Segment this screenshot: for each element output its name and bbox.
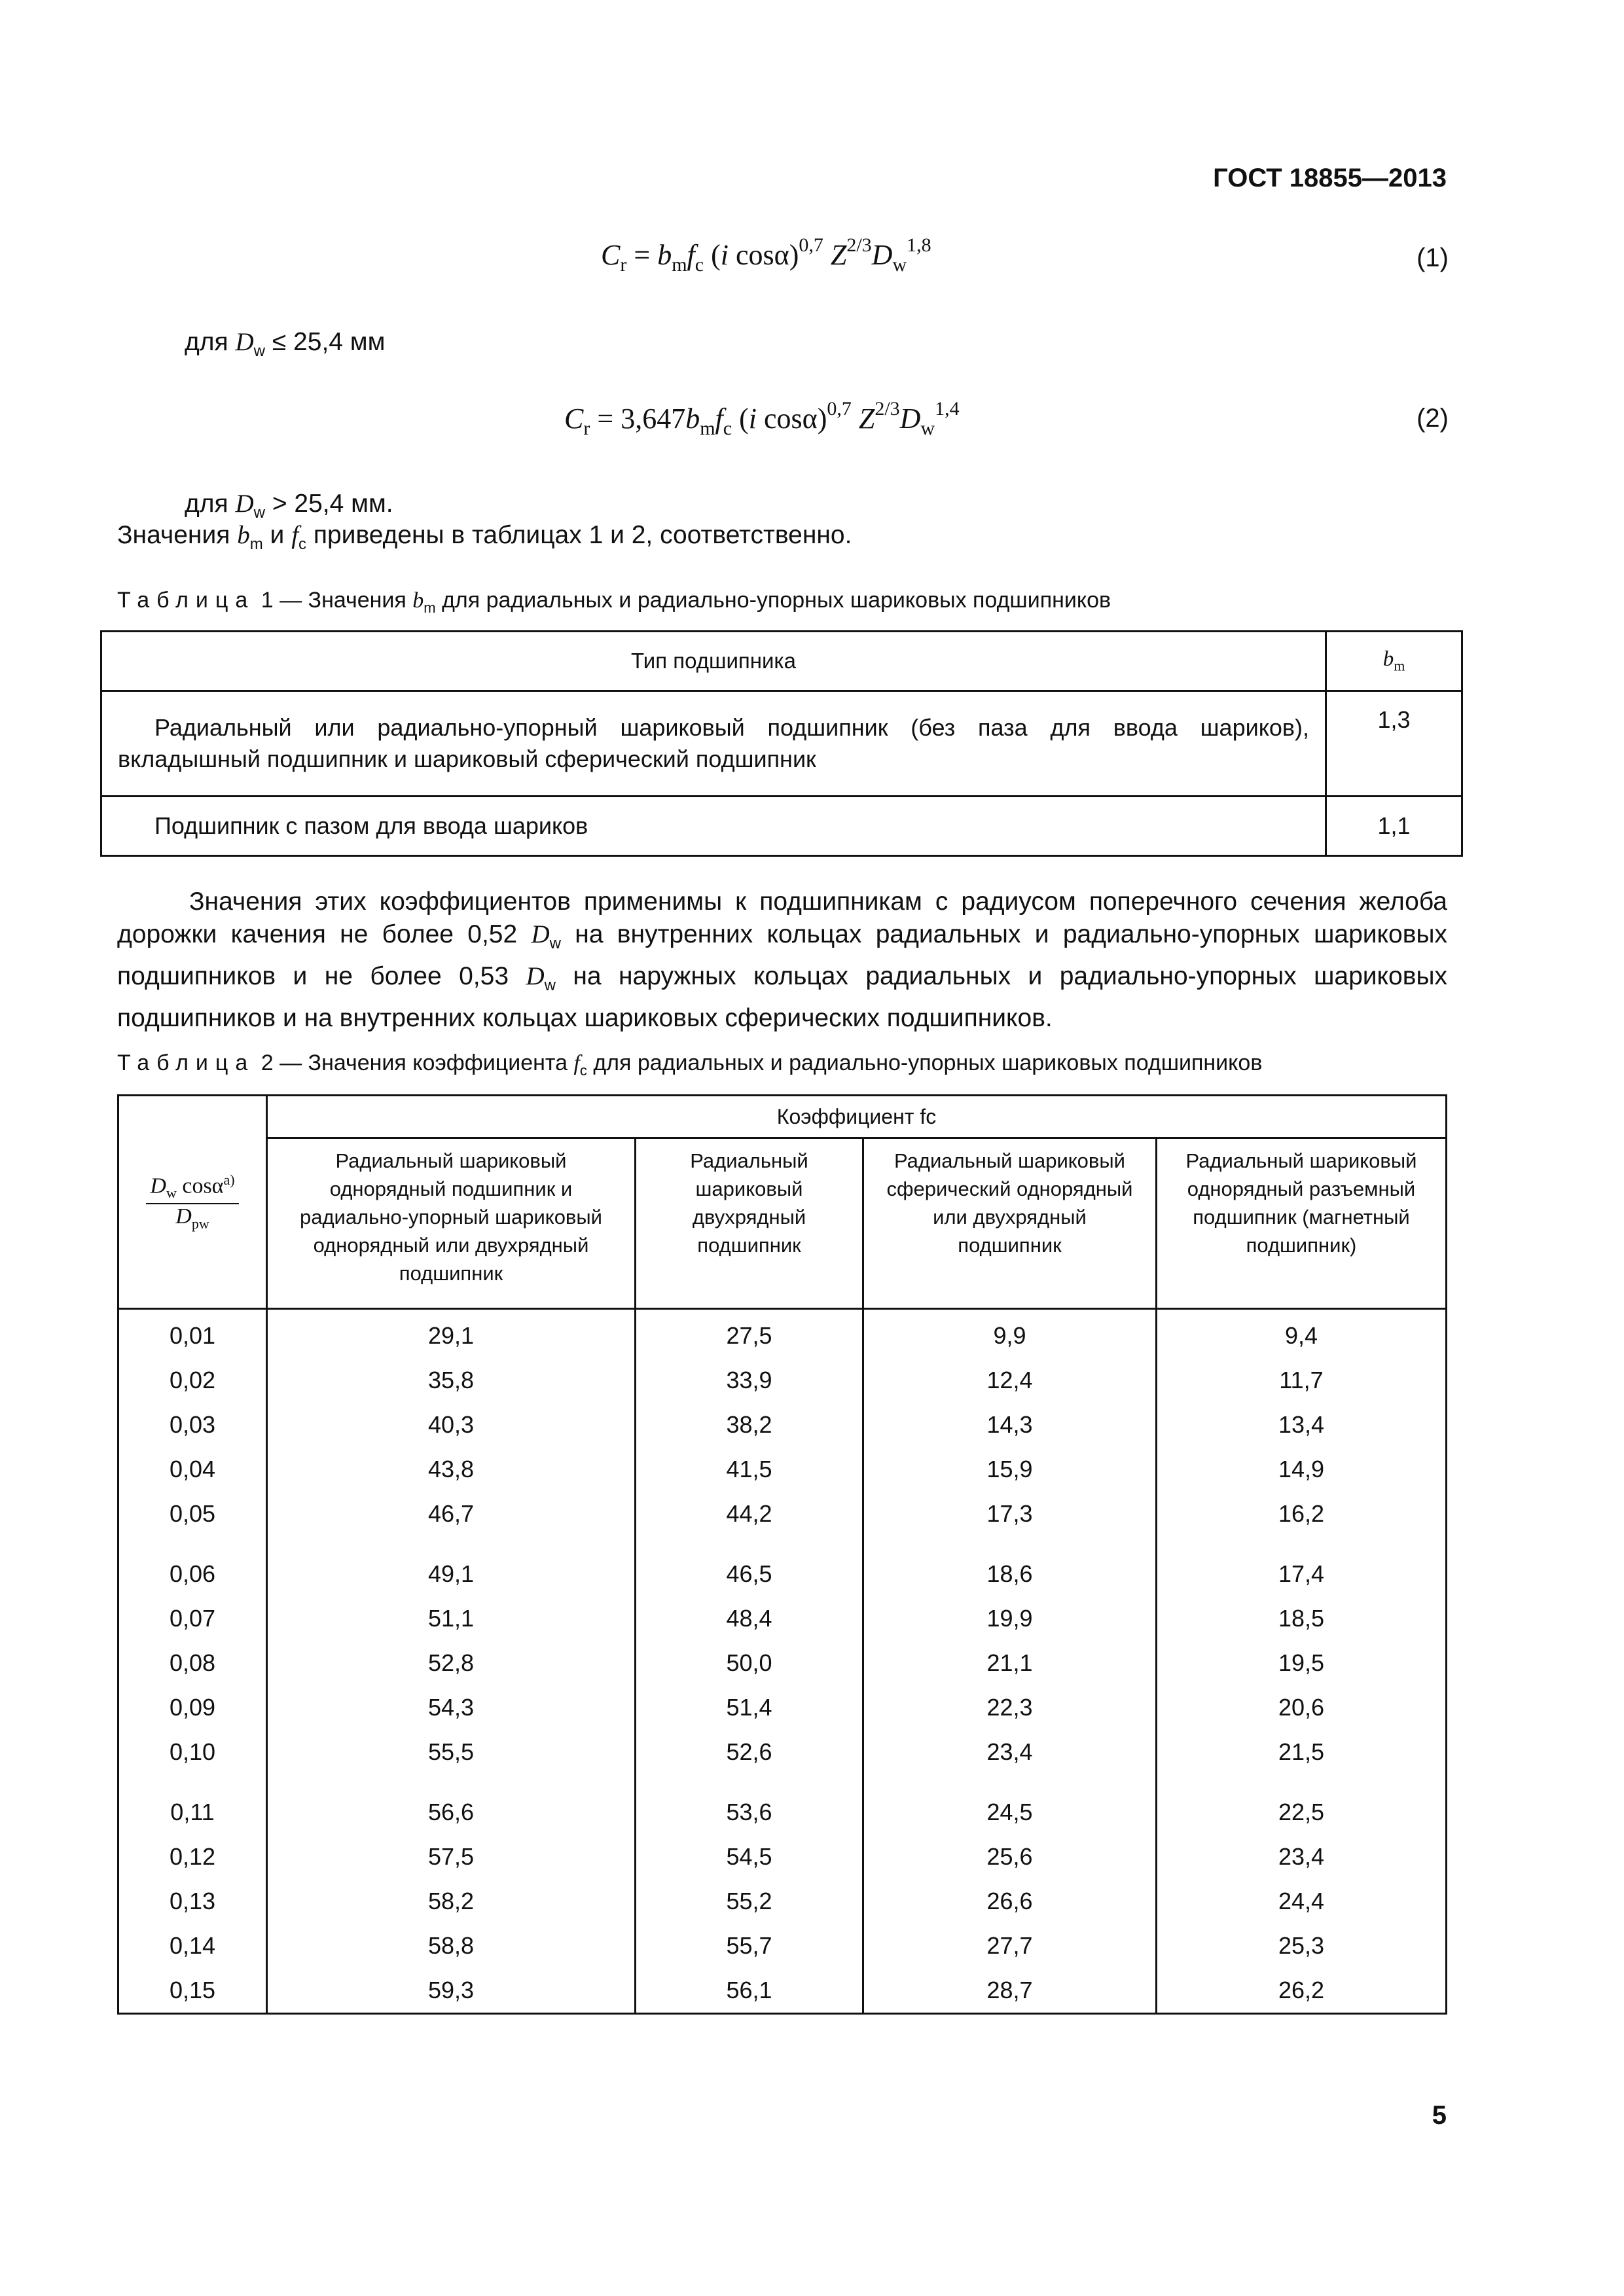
table-row <box>118 1447 1447 1492</box>
table-row <box>118 1596 1447 1641</box>
coefficient-cell: 14,3 <box>863 1403 1157 1447</box>
table-row <box>101 691 1462 797</box>
coefficient-cell: 55,5 <box>267 1730 636 1774</box>
ratio-cell: 0,06 <box>118 1536 267 1596</box>
coefficient-cell: 24,4 <box>1157 1879 1447 1924</box>
coefficient-cell: 9,9 <box>863 1309 1157 1359</box>
coefficient-cell: 15,9 <box>863 1447 1157 1492</box>
coefficient-cell: 17,3 <box>863 1492 1157 1536</box>
coefficient-cell: 17,4 <box>1157 1536 1447 1596</box>
ratio-fraction: $\frac{D_w \cos\alpha^{а)}}{D_{pw}}$ <box>146 1172 238 1232</box>
formula-1-number: (1) <box>1416 243 1449 272</box>
formula-2: $C_r = 3,647b_mf_c$ (i cosα)$^{0,7}$ $Z^{2/3}D_w^{1,4}$ <box>564 398 960 439</box>
ratio-cell: 0,10 <box>118 1730 267 1774</box>
table-1-cell-value: 1,3 <box>1326 691 1462 797</box>
table-2 <box>117 1094 1447 2015</box>
coefficient-cell: 55,7 <box>636 1924 863 1968</box>
ratio-cell: 0,12 <box>118 1835 267 1879</box>
coefficient-cell: 52,8 <box>267 1641 636 1685</box>
table-row <box>118 1730 1447 1774</box>
table-2-caption: Таблица 2 — Значения коэффициента $f_c$ для радиальных и радиально-упорных шариковых подшипников <box>117 1050 1263 1079</box>
table-row <box>101 797 1462 856</box>
ratio-cell: 0,04 <box>118 1447 267 1492</box>
coefficient-cell: 53,6 <box>636 1774 863 1835</box>
coefficient-cell: 55,2 <box>636 1879 863 1924</box>
coefficient-cell: 23,4 <box>863 1730 1157 1774</box>
coefficient-cell: 58,8 <box>267 1924 636 1968</box>
coefficient-cell: 14,9 <box>1157 1447 1447 1492</box>
coefficient-cell: 33,9 <box>636 1358 863 1403</box>
coefficient-cell: 27,5 <box>636 1309 863 1359</box>
ratio-cell: 0,09 <box>118 1685 267 1730</box>
coefficient-cell: 41,5 <box>636 1447 863 1492</box>
ratio-cell: 0,02 <box>118 1358 267 1403</box>
table-2-header-col-1: Радиальный шариковый однорядный подшипник и радиально-упорный шариковый однорядный или двухрядный подшипник <box>267 1138 636 1309</box>
coefficient-cell: 25,6 <box>863 1835 1157 1879</box>
formula-2-condition: для $D_w > 25,4$ мм. <box>185 490 393 522</box>
coefficient-cell: 43,8 <box>267 1447 636 1492</box>
formula-1-condition: для $D_w \le 25,4$ мм <box>185 328 386 360</box>
ratio-cell: 0,15 <box>118 1968 267 2014</box>
ratio-cell: 0,08 <box>118 1641 267 1685</box>
coefficient-cell: 21,5 <box>1157 1730 1447 1774</box>
coefficient-cell: 51,1 <box>267 1596 636 1641</box>
table-row <box>118 1641 1447 1685</box>
coefficient-cell: 21,1 <box>863 1641 1157 1685</box>
table-row <box>118 1879 1447 1924</box>
coefficient-cell: 58,2 <box>267 1879 636 1924</box>
coefficient-cell: 52,6 <box>636 1730 863 1774</box>
page-number: 5 <box>1432 2101 1447 2130</box>
coefficient-cell: 56,6 <box>267 1774 636 1835</box>
coefficient-cell: 46,5 <box>636 1536 863 1596</box>
coefficient-cell: 59,3 <box>267 1968 636 2014</box>
coefficient-cell: 26,2 <box>1157 1968 1447 2014</box>
formula-2-number: (2) <box>1416 404 1449 433</box>
coefficient-cell: 27,7 <box>863 1924 1157 1968</box>
table-row <box>118 1403 1447 1447</box>
formula-2-coefficient: 3,647 <box>621 403 686 435</box>
ratio-cell: 0,13 <box>118 1879 267 1924</box>
table-row <box>118 1685 1447 1730</box>
table-2-header-col-4: Радиальный шариковый однорядный разъемный подшипник (магнетный подшипник) <box>1157 1138 1447 1309</box>
coefficient-cell: 40,3 <box>267 1403 636 1447</box>
coefficient-cell: 54,5 <box>636 1835 863 1879</box>
coefficient-cell: 28,7 <box>863 1968 1157 2014</box>
table-row <box>118 1835 1447 1879</box>
table-row <box>118 1924 1447 1968</box>
coefficient-cell: 35,8 <box>267 1358 636 1403</box>
intro-paragraph: Значения $b_m$ и $f_c$ приведены в таблицах 1 и 2, соответственно. <box>117 521 852 553</box>
coefficient-cell: 22,5 <box>1157 1774 1447 1835</box>
table-2-header-col-3: Радиальный шариковый сферический однорядный или двухрядный подшипник <box>863 1138 1157 1309</box>
applicability-note: Значения этих коэффициентов применимы к подшипникам с радиусом поперечного сечения желоба дорожки качения не более 0,52 $D_w$ на внутренних кольцах радиальных и радиально-упорных шариковых подшипников и не более 0,53 $D_w$ на наружных кольцах радиальных и радиально-упорных шариковых подшипников и на внутренних кольцах шариковых сферических подшипников. <box>117 888 1447 1032</box>
table-2-body <box>118 1309 1447 2014</box>
coefficient-cell: 25,3 <box>1157 1924 1447 1968</box>
table-2-header-ratio <box>118 1096 267 1309</box>
coefficient-cell: 50,0 <box>636 1641 863 1685</box>
coefficient-cell: 24,5 <box>863 1774 1157 1835</box>
table-1-cell-type: Радиальный или радиально-упорный шариковый подшипник (без паза для ввода шариков), вкладышный подшипник и шариковый сферический подшипник <box>101 691 1326 797</box>
table-row <box>118 1309 1447 1359</box>
coefficient-cell: 23,4 <box>1157 1835 1447 1879</box>
table-row <box>118 1774 1447 1835</box>
coefficient-cell: 49,1 <box>267 1536 636 1596</box>
coefficient-cell: 48,4 <box>636 1596 863 1641</box>
ratio-cell: 0,07 <box>118 1596 267 1641</box>
coefficient-cell: 38,2 <box>636 1403 863 1447</box>
ratio-cell: 0,05 <box>118 1492 267 1536</box>
ratio-cell: 0,03 <box>118 1403 267 1447</box>
table-1-caption: Таблица 1 — Значения $b_m$ для радиальных и радиально-упорных шариковых подшипников <box>117 588 1111 616</box>
coefficient-cell: 20,6 <box>1157 1685 1447 1730</box>
coefficient-cell: 56,1 <box>636 1968 863 2014</box>
coefficient-cell: 11,7 <box>1157 1358 1447 1403</box>
ratio-cell: 0,01 <box>118 1309 267 1359</box>
table-1-header-type: Тип подшипника <box>101 632 1326 691</box>
coefficient-cell: 19,5 <box>1157 1641 1447 1685</box>
coefficient-cell: 57,5 <box>267 1835 636 1879</box>
ratio-cell: 0,14 <box>118 1924 267 1968</box>
coefficient-cell: 26,6 <box>863 1879 1157 1924</box>
table-2-header-col-2: Радиальный шариковый двухрядный подшипник <box>636 1138 863 1309</box>
table-row <box>118 1968 1447 2014</box>
coefficient-cell: 18,6 <box>863 1536 1157 1596</box>
coefficient-cell: 29,1 <box>267 1309 636 1359</box>
coefficient-cell: 44,2 <box>636 1492 863 1536</box>
coefficient-cell: 22,3 <box>863 1685 1157 1730</box>
coefficient-cell: 16,2 <box>1157 1492 1447 1536</box>
ratio-cell: 0,11 <box>118 1774 267 1835</box>
coefficient-cell: 18,5 <box>1157 1596 1447 1641</box>
coefficient-cell: 12,4 <box>863 1358 1157 1403</box>
coefficient-cell: 54,3 <box>267 1685 636 1730</box>
coefficient-cell: 51,4 <box>636 1685 863 1730</box>
coefficient-cell: 19,9 <box>863 1596 1157 1641</box>
table-1-cell-type: Подшипник с пазом для ввода шариков <box>101 797 1326 856</box>
table-row <box>118 1536 1447 1596</box>
document-code: ГОСТ 18855—2013 <box>1213 164 1447 192</box>
table-1 <box>100 630 1463 857</box>
formula-1: $C_r = b_mf_c$ (i cosα)$^{0,7}$ $Z^{2/3}D_w^{1,8}$ <box>601 234 931 276</box>
table-2-header-coefficient: Коэффициент fc <box>267 1096 1447 1138</box>
table-row <box>118 1492 1447 1536</box>
coefficient-cell: 9,4 <box>1157 1309 1447 1359</box>
table-1-cell-value: 1,1 <box>1326 797 1462 856</box>
table-1-header-bm: $b_m$ <box>1326 632 1462 691</box>
table-row <box>118 1358 1447 1403</box>
coefficient-cell: 46,7 <box>267 1492 636 1536</box>
coefficient-cell: 13,4 <box>1157 1403 1447 1447</box>
